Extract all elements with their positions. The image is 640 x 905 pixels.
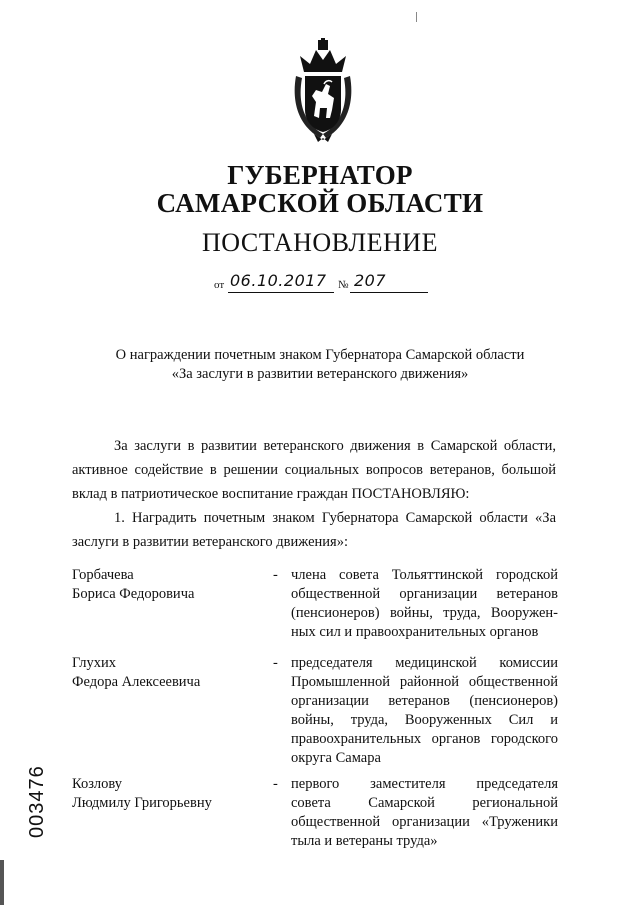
- recipient-dash: -: [273, 567, 278, 583]
- scan-edge-mark: [0, 860, 4, 905]
- org-title-line1: ГУБЕРНАТОР: [227, 160, 413, 190]
- item-one-paragraph: 1. Наградить почетным знаком Губернатора Самарской области «За заслуги в развитии ветеранского движения»:: [72, 510, 556, 550]
- recipient-name: Глухих Федора Алексеевича: [72, 655, 201, 690]
- recipient-name: Козлову Людмилу Григорьевну: [72, 776, 212, 811]
- number-underline: [350, 292, 428, 293]
- recipient-position: председателя медицинской комиссии Промышленной районной общественной организации ветеранов (пенсионеров) войны, труда, Вооруженных Сил и правоохранительных органов городского округа Самара: [291, 655, 558, 766]
- registration-number: 003476: [26, 765, 48, 838]
- recipient-position: члена совета Тольяттинской городской общественной организации ветеранов (пенсионеров) войны, труда, Вооружен- ных сил и правоохранительных органов: [291, 567, 558, 640]
- recipient-dash: -: [273, 655, 278, 671]
- scan-mark: [416, 12, 417, 22]
- subject-line2: «За заслуги в развитии ветеранского движения»: [171, 366, 469, 382]
- intro-paragraph: За заслуги в развитии ветеранского движения в Самарской области, активное содействие в решении социальных вопросов ветеранов, большой вклад в патриотическое воспитание граждан ПОСТАНОВЛЯЮ:: [72, 438, 556, 502]
- number-prefix: №: [338, 279, 349, 291]
- date-underline: [228, 292, 334, 293]
- recipient-position: первого заместителя председателя совета Самарской региональной общественной организации «Труженики тыла и ветераны труда»: [291, 776, 558, 849]
- samara-coat-of-arms-icon: [290, 38, 356, 142]
- date-prefix: от: [214, 279, 225, 291]
- document-body: [72, 434, 556, 554]
- number-value: 207: [354, 271, 387, 290]
- org-title-line2: САМАРСКОЙ ОБЛАСТИ: [156, 188, 484, 218]
- document-subject: [60, 346, 580, 384]
- recipient-name: Горбачева Бориса Федоровича: [72, 567, 195, 602]
- date-value: 06.10.2017: [230, 271, 327, 290]
- recipient-dash: -: [273, 776, 278, 792]
- subject-line1: О награждении почетным знаком Губернатора Самарской области: [115, 347, 525, 363]
- date-number-line: [214, 271, 434, 294]
- document-type: ПОСТАНОВЛЕНИЕ: [202, 228, 438, 257]
